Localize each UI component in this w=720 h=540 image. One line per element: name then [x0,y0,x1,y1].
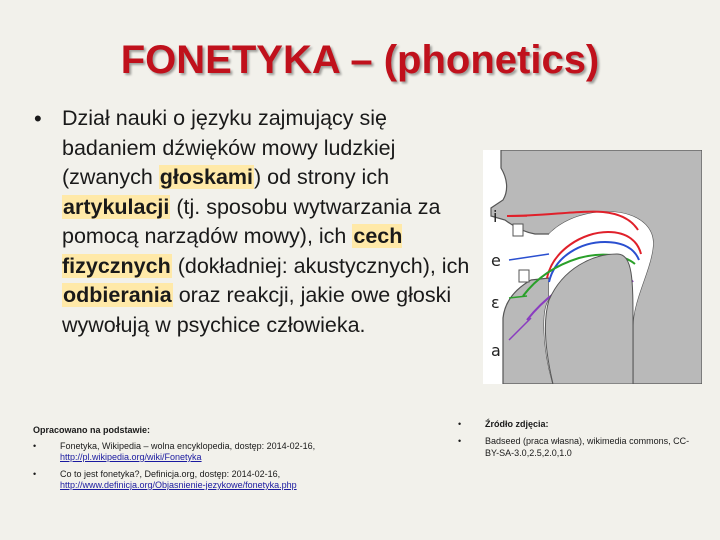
image-source-list [458,418,703,459]
source-item [33,441,453,464]
lower-teeth [519,270,529,282]
sources-heading: Opracowano na podstawie: [33,425,151,435]
keyword-odbierania: odbierania [63,283,172,307]
bullet-marker: • [458,419,462,429]
source-link[interactable]: http://pl.wikipedia.org/wiki/Fonetyka [60,452,202,462]
vowel-articulation-diagram [483,150,702,384]
image-source-block [458,418,703,464]
bullet-marker: • [458,436,462,446]
sources-list [33,441,453,492]
text-part: Dział nauki o języku zajmujący się badaniem dźwięków mowy ludzkiej (zwanych [62,106,396,189]
keyword-gloskami: głoskami [159,165,253,189]
vowel-label-a: a [491,341,501,360]
image-source-credit-item [458,435,703,459]
text-part: ) od strony ich [254,165,390,189]
text-part: (tj. sposobu wytwarzania za pomocą narządów mowy), ich [62,194,441,248]
vocal-tract-illustration [483,150,702,384]
leader-e [509,254,549,260]
image-source-heading-item [458,418,703,430]
source-link[interactable]: http://www.definicja.org/Objasnienie-jezykowe/fonetyka.php [60,480,297,490]
main-bullet-paragraph [34,104,479,340]
slide-title: FONETYKA – (phonetics) [120,38,600,82]
image-source-credit: Badseed (praca własna), wikimedia commons, CC-BY-SA-3.0,2.5,2.0,1.0 [485,436,690,458]
bullet-marker: • [33,440,37,451]
text-part: oraz reakcji, jakie owe głoski wywołują w psychice człowieka. [62,283,452,337]
source-text: Co to jest fonetyka?, Definicja.org, dostęp: 2014-02-16, [60,468,281,479]
bullet-marker: • [34,106,42,131]
vowel-label-eps: ɛ [491,293,500,312]
upper-teeth [513,224,523,236]
main-text [62,104,479,340]
source-text: Fonetyka, Wikipedia – wolna encyklopedia, dostęp: 2014-02-16, [60,440,316,451]
sources-left-block [33,425,453,497]
source-item [33,469,453,492]
keyword-cech-fizycznych: cech fizycznych [62,224,403,278]
bullet-marker: • [33,468,37,479]
vowel-label-i: i [493,207,498,226]
text-part: (dokładniej: akustycznych), ich [171,253,470,278]
vowel-label-e: e [491,251,501,270]
image-source-heading: Źródło zdjęcia: [485,419,549,429]
keyword-artykulacji: artykulacji [63,194,170,219]
